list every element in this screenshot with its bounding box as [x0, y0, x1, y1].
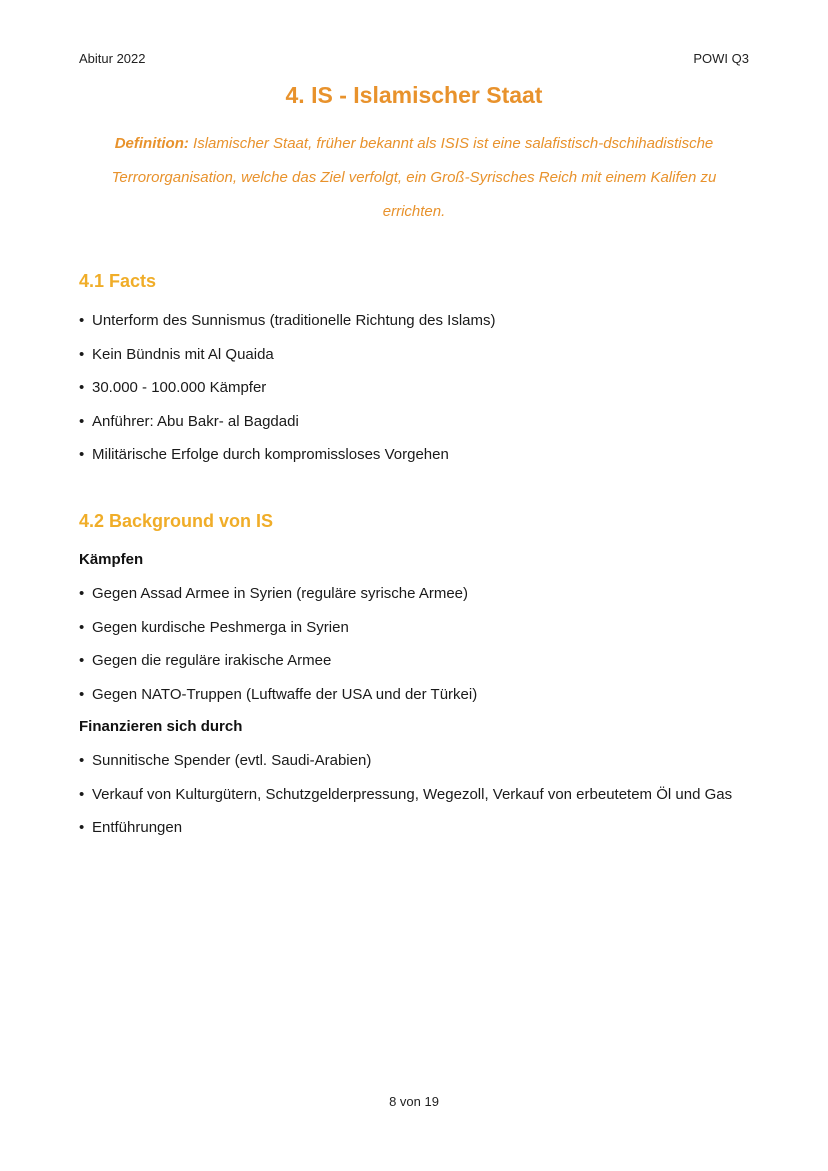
list-item: • 30.000 - 100.000 Kämpfer: [79, 371, 759, 405]
list-item: • Gegen Assad Armee in Syrien (reguläre syrische Armee): [79, 577, 759, 611]
header-right: POWI Q3: [693, 51, 749, 66]
facts-list: [79, 304, 759, 472]
definition-text: Islamischer Staat, früher bekannt als ISIS ist eine salafistisch-dschihadistische Terrororganisation, welche das Ziel verfolgt, ein Groß-Syrisches Reich mit einem Kalifen zu errichten.: [111, 135, 717, 220]
section-heading-facts: 4.1 Facts: [79, 271, 157, 291]
list-item: • Verkauf von Kulturgütern, Schutzgelderpressung, Wegezoll, Verkauf von erbeutetem Öl und Gas: [79, 778, 759, 812]
bullet-icon: •: [79, 345, 85, 363]
bullet-icon: •: [79, 312, 85, 329]
bullet-icon: •: [79, 379, 85, 396]
finance-list: [79, 744, 759, 845]
section-heading-background: 4.2 Background von IS: [79, 511, 274, 531]
bullet-icon: •: [79, 412, 85, 430]
list-item: • Unterform des Sunnismus (traditionelle Richtung des Islams): [79, 304, 759, 338]
bullet-icon: •: [79, 785, 85, 803]
list-item: • Militärische Erfolge durch kompromissloses Vorgehen: [79, 438, 759, 472]
list-item: • Kein Bündnis mit Al Quaida: [79, 338, 759, 372]
bullet-icon: •: [79, 446, 85, 463]
bullet-icon: •: [79, 618, 85, 636]
list-item: • Gegen kurdische Peshmerga in Syrien: [79, 611, 759, 645]
list-item: • Sunnitische Spender (evtl. Saudi-Arabien): [79, 744, 759, 778]
bullet-icon: •: [79, 752, 85, 769]
bullet-icon: •: [79, 585, 85, 602]
definition-label: Definition:: [114, 135, 189, 152]
list-item: • Gegen die reguläre irakische Armee: [79, 644, 759, 678]
fight-list: [79, 577, 759, 711]
bullet-icon: •: [79, 652, 85, 669]
header-left: Abitur 2022: [79, 51, 146, 66]
bullet-icon: •: [79, 685, 85, 703]
list-item: • Anführer: Abu Bakr- al Bagdadi: [79, 405, 759, 439]
page-title: 4. IS - Islamischer Staat: [285, 82, 543, 108]
bullet-icon: •: [79, 819, 85, 836]
list-item: • Entführungen: [79, 811, 759, 845]
subheading-finance: Finanzieren sich durch: [79, 718, 243, 735]
definition-block: [79, 127, 749, 229]
subheading-fight: Kämpfen: [79, 551, 144, 568]
list-item: • Gegen NATO-Truppen (Luftwaffe der USA und der Türkei): [79, 678, 759, 712]
page-number: 8 von 19: [389, 1094, 439, 1109]
